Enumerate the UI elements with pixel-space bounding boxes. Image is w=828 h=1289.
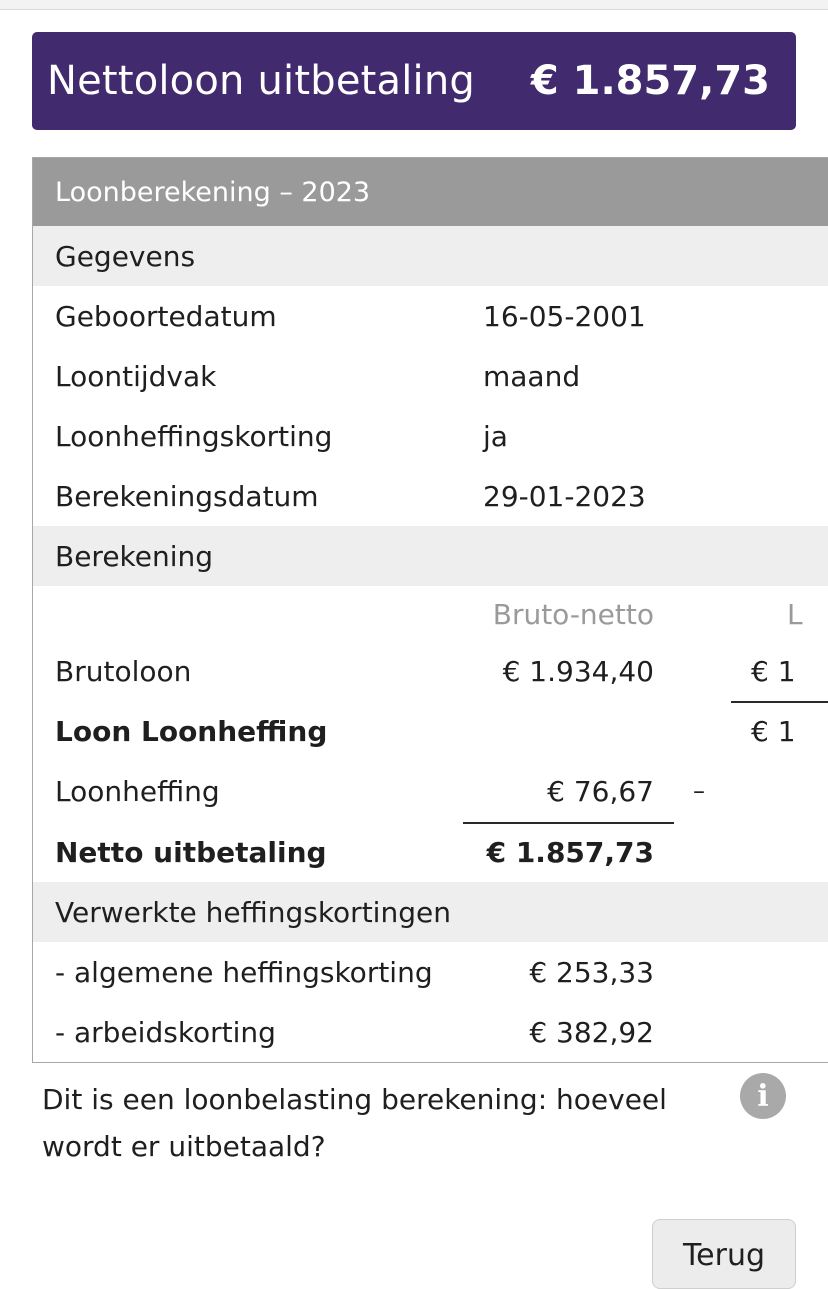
row-value: € 382,92 <box>529 1015 654 1049</box>
row-berekeningsdatum <box>33 466 828 526</box>
row-loon-loonheffing <box>33 701 828 761</box>
row-arbeidskorting <box>33 1002 828 1062</box>
row-value: ja <box>483 419 508 453</box>
row-loontijdvak <box>33 346 828 406</box>
row-geboortedatum <box>33 286 828 346</box>
row-value: maand <box>483 359 581 393</box>
calculation-panel <box>32 157 828 1063</box>
banner-amount: € 1.857,73 <box>530 58 770 104</box>
row-value: 16-05-2001 <box>483 299 646 333</box>
row-col3-value: € 1 <box>751 714 796 748</box>
row-value: 29-01-2023 <box>483 479 646 513</box>
row-label: Netto uitbetaling <box>55 835 327 869</box>
top-browser-edge <box>0 0 828 10</box>
row-label: Loontijdvak <box>55 359 217 393</box>
section-gegevens: Gegevens <box>33 226 828 286</box>
row-netto-uitbetaling <box>33 822 828 882</box>
minus-operator: – <box>693 777 705 805</box>
row-label: Loon Loonheffing <box>55 714 328 748</box>
section-kortingen: Verwerkte heffingskortingen <box>33 882 828 942</box>
row-label: Geboortedatum <box>55 299 277 333</box>
section-berekening: Berekening <box>33 526 828 586</box>
panel-header: Loonberekening – 2023 <box>33 158 828 226</box>
row-column-headers <box>33 584 828 644</box>
explanation-text: Dit is een loonbelasting berekening: hoeveel wordt er uitbetaald? <box>42 1083 667 1163</box>
row-label: Loonheffingskorting <box>55 419 333 453</box>
column-header-truncated: L <box>787 597 803 631</box>
row-loonheffing <box>33 761 828 821</box>
row-algemene-heffingskorting <box>33 942 828 1002</box>
row-label: Berekeningsdatum <box>55 479 319 513</box>
row-col3-value: € 1 <box>751 654 796 688</box>
row-label: Loonheffing <box>55 774 220 808</box>
column-header-bruto-netto: Bruto-netto <box>492 597 654 631</box>
info-icon[interactable]: i <box>740 1073 786 1119</box>
banner-title: Nettoloon uitbetaling <box>47 58 476 104</box>
row-value: € 1.857,73 <box>486 835 654 869</box>
row-value: € 76,67 <box>547 774 654 808</box>
row-label: - arbeidskorting <box>55 1015 276 1049</box>
row-value: € 1.934,40 <box>502 654 654 688</box>
back-button[interactable]: Terug <box>652 1219 796 1289</box>
row-brutoloon <box>33 641 828 701</box>
row-label: Brutoloon <box>55 654 192 688</box>
row-label: - algemene heffingskorting <box>55 955 433 989</box>
row-value: € 253,33 <box>529 955 654 989</box>
row-loonheffingskorting <box>33 406 828 466</box>
netto-banner <box>32 32 796 130</box>
